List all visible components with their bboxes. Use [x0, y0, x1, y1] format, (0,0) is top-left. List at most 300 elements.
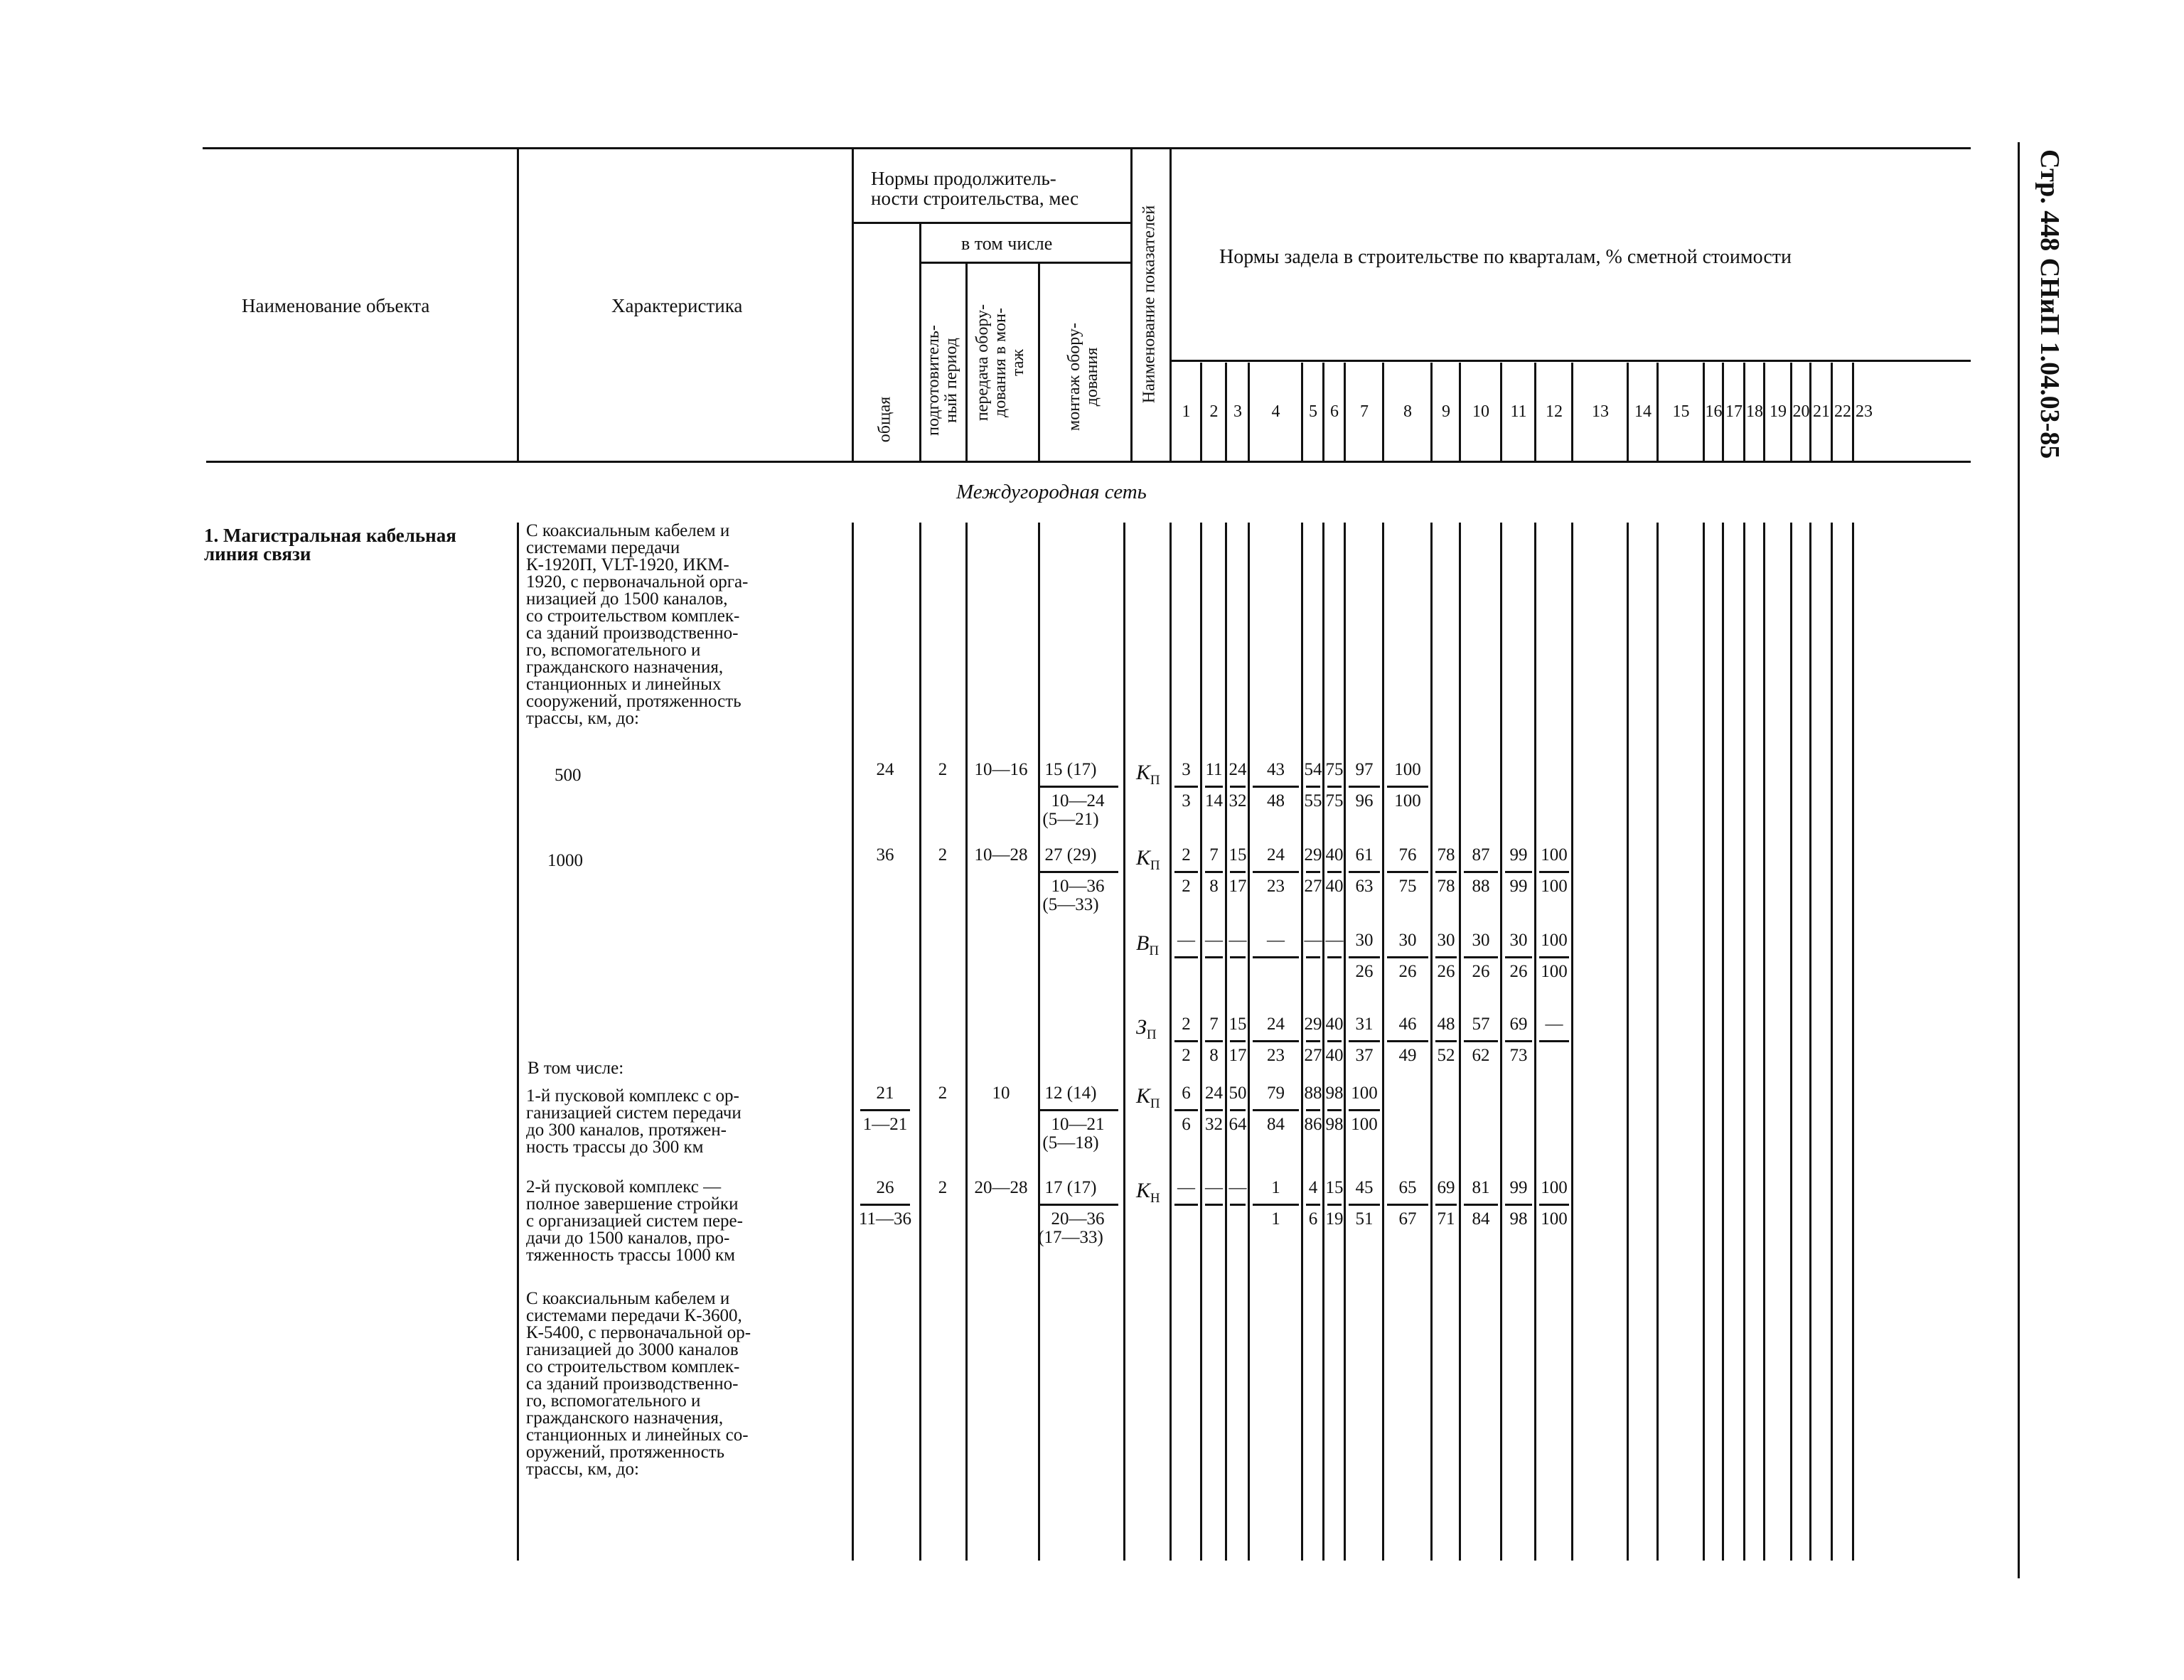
body-divider [1344, 523, 1346, 1561]
fraction-top: — [1304, 931, 1322, 950]
desc-line: гражданского назначения, [526, 658, 724, 677]
fraction-bottom: 23 [1267, 1046, 1285, 1065]
desc-line: го, вспомогательного и [526, 641, 701, 660]
body-divider [1038, 523, 1040, 1561]
fraction-top: 26 [876, 1178, 894, 1197]
fraction-top: 97 [1355, 760, 1374, 779]
char-block-pk2 [526, 1179, 842, 1264]
header-divider [852, 147, 854, 461]
quarter-divider [1534, 363, 1536, 461]
fraction-top: 21 [876, 1084, 894, 1103]
fraction-top: — [1228, 931, 1247, 950]
indicator-subscript: П [1146, 1027, 1157, 1042]
fraction-top: 7 [1209, 1015, 1219, 1034]
body-divider [1534, 523, 1536, 1561]
reserve-subrule [1169, 360, 1971, 362]
fraction-bottom: 8 [1209, 877, 1219, 896]
fraction-bar [1539, 1040, 1569, 1042]
fraction-bottom: 17 [1228, 877, 1247, 896]
fraction-bottom: 98 [1325, 1115, 1344, 1134]
fraction-bar [1253, 871, 1299, 873]
quarter-divider [1743, 363, 1745, 461]
desc-line: с организацией систем пере- [526, 1211, 743, 1231]
fraction-top: 15 [1228, 845, 1247, 865]
fraction-bottom: 49 [1398, 1046, 1417, 1065]
row-pk1-install-bot1: 10—21 [1051, 1115, 1105, 1134]
fraction-bar [1387, 956, 1428, 958]
fraction-top: 99 [1509, 845, 1528, 865]
quarter-number: 20 [1792, 402, 1810, 421]
quarter-divider [1627, 363, 1629, 461]
fraction-bottom: 1 [1271, 1209, 1280, 1229]
row-500-transfer: 10—16 [974, 760, 1028, 779]
fraction-bar [1306, 786, 1320, 788]
fraction-bar [1349, 871, 1380, 873]
row-500-install-bot2: (5—21) [1042, 810, 1099, 829]
desc-line: 1920, с первоначальной орга- [526, 572, 749, 592]
desc-line: ганизацией систем передачи [526, 1103, 742, 1123]
char-block-1 [526, 523, 842, 727]
desc-line: низацией до 1500 каналов, [526, 589, 728, 609]
row-pk2-transfer: 20—28 [974, 1178, 1028, 1197]
fraction-bar [1253, 1204, 1299, 1206]
header-divider [1038, 262, 1040, 461]
fraction-top: 81 [1472, 1178, 1490, 1197]
fraction-bottom: 3 [1182, 791, 1191, 810]
fraction-bar [1230, 956, 1246, 958]
fraction-top: 57 [1472, 1015, 1490, 1034]
fraction-bar [1387, 786, 1428, 788]
fraction-bottom: 100 [1351, 1115, 1378, 1134]
fraction-bar [1230, 786, 1246, 788]
fraction-bar [1306, 1109, 1320, 1111]
fraction-top: 24 [1267, 1015, 1285, 1034]
norms-subrule [853, 222, 1130, 224]
row-1000-install-top: 27 (29) [1044, 845, 1097, 865]
quarter-divider [1790, 363, 1792, 461]
row-1000-total: 36 [876, 845, 894, 865]
fraction-bottom: 19 [1325, 1209, 1344, 1229]
body-divider [1571, 523, 1573, 1561]
page-label: Стр. 448 СНиП 1.04.03-85 [2035, 149, 2065, 459]
fraction-bottom: 23 [1267, 877, 1285, 896]
fraction-bar [1539, 871, 1569, 873]
quarter-divider [1322, 363, 1324, 461]
fraction-top: 100 [1541, 931, 1568, 950]
fraction-top: 30 [1355, 931, 1374, 950]
body-divider [1852, 523, 1854, 1561]
quarter-divider [1248, 363, 1250, 461]
quarter-divider [1430, 363, 1433, 461]
fraction-bottom: 26 [1355, 962, 1374, 981]
body-divider [1831, 523, 1833, 1561]
quarter-number: 1 [1182, 402, 1191, 421]
quarter-divider [1571, 363, 1573, 461]
row-1000-install-bot1: 10—36 [1051, 877, 1105, 896]
fraction-top: 29 [1304, 1015, 1322, 1034]
fraction-bar [1349, 786, 1380, 788]
desc-line: са зданий производственно- [526, 1374, 739, 1393]
quarter-number: 2 [1209, 402, 1219, 421]
fraction-top: 69 [1437, 1178, 1455, 1197]
desc-line: К-1920П, VLT-1920, ИКМ- [526, 555, 729, 574]
fraction-bar [1253, 1109, 1299, 1111]
reserve-title: Нормы задела в строительстве по кварталам, % сметной стоимости [1219, 246, 1792, 268]
indicator-code: $К_П$ [1136, 846, 1160, 873]
fraction-top: 65 [1398, 1178, 1417, 1197]
object-name [204, 526, 517, 563]
desc-line: полное завершение стройки [526, 1194, 739, 1214]
quarter-divider [1831, 363, 1833, 461]
fraction-top: — [1177, 931, 1195, 950]
quarter-divider [1382, 363, 1384, 461]
section-title: Междугородная сеть [956, 481, 1147, 503]
fraction-top: — [1325, 931, 1344, 950]
body-divider [1322, 523, 1324, 1561]
fraction-bar [1230, 1109, 1246, 1111]
col-name-header: Наименование объекта [242, 295, 430, 316]
header-top-rule [203, 147, 1971, 149]
fraction-top: 40 [1325, 1015, 1344, 1034]
fraction-bottom: 64 [1228, 1115, 1247, 1134]
fraction-bar [1230, 1040, 1246, 1042]
body-divider [1500, 523, 1502, 1561]
body-divider [1123, 523, 1125, 1561]
fraction-top: 45 [1355, 1178, 1374, 1197]
quarter-divider [1656, 363, 1659, 461]
fraction-top: 29 [1304, 845, 1322, 865]
desc-line: тяженность трассы 1000 км [526, 1246, 735, 1265]
fraction-bottom: 96 [1355, 791, 1374, 810]
fraction-bar [1387, 1040, 1428, 1042]
fraction-bar [1174, 871, 1198, 873]
fraction-bottom: 6 [1182, 1115, 1191, 1134]
fraction-bar [1306, 871, 1320, 873]
quarter-number: 16 [1705, 402, 1723, 421]
fraction-bottom: 1—21 [862, 1115, 908, 1134]
sub-transfer-header: передача обору- дования в мон- таж [973, 304, 1028, 422]
object-name-line: 1. Магистральная кабельная [204, 525, 456, 546]
body-divider [965, 523, 968, 1561]
fraction-bottom: 37 [1355, 1046, 1374, 1065]
fraction-bar [860, 1204, 910, 1206]
body-divider [1225, 523, 1227, 1561]
fraction-bar [1174, 956, 1198, 958]
fraction-top: 79 [1267, 1084, 1285, 1103]
body-divider [1430, 523, 1433, 1561]
body-divider [1301, 523, 1303, 1561]
row-pk2-prep: 2 [938, 1178, 948, 1197]
fraction-bottom: 6 [1308, 1209, 1318, 1229]
fraction-bar [1464, 956, 1498, 958]
fraction-top: 24 [1228, 760, 1247, 779]
fraction-bar [1349, 1204, 1380, 1206]
row-1000-prep: 2 [938, 845, 948, 865]
fraction-bar [1435, 956, 1457, 958]
quarter-divider [1703, 363, 1705, 461]
in-total-header: в том числе [961, 233, 1053, 254]
indicator-code: $З_П$ [1136, 1015, 1157, 1042]
quarter-divider [1200, 363, 1202, 461]
fraction-bottom: 71 [1437, 1209, 1455, 1229]
fraction-bar [1205, 1040, 1223, 1042]
header-divider [919, 222, 921, 461]
quarter-divider [1809, 363, 1811, 461]
quarter-divider [1459, 363, 1461, 461]
fraction-bottom: 75 [1325, 791, 1344, 810]
fraction-top: 40 [1325, 845, 1344, 865]
desc-line: станционных и линейных [526, 675, 722, 694]
fraction-top: 30 [1509, 931, 1528, 950]
row-1000-install-bot2: (5—33) [1042, 895, 1099, 914]
fraction-bar [1174, 1040, 1198, 1042]
fraction-bottom: 2 [1182, 1046, 1191, 1065]
row-pk1-prep: 2 [938, 1084, 948, 1103]
row-pk1-install-top: 12 (14) [1044, 1084, 1097, 1103]
sub-prep-header: подготовитель- ный период [924, 325, 960, 436]
char-block-pk1 [526, 1088, 842, 1156]
fraction-bar [1253, 956, 1299, 958]
fraction-top: 24 [1267, 845, 1285, 865]
indicator-subscript: П [1150, 858, 1160, 873]
fraction-bottom: 48 [1267, 791, 1285, 810]
quarter-number: 10 [1472, 402, 1489, 421]
fraction-bar [1327, 1109, 1342, 1111]
row-500-prep: 2 [938, 760, 948, 779]
quarter-number: 9 [1442, 402, 1450, 421]
quarter-number: 22 [1834, 402, 1851, 421]
fraction-bottom: 51 [1355, 1209, 1374, 1229]
fraction-bar [1539, 1204, 1569, 1206]
desc-line: С коаксиальным кабелем и [526, 1289, 730, 1308]
fraction-bar [1349, 1040, 1380, 1042]
fraction-bar [1306, 956, 1320, 958]
fraction-bar [1327, 1040, 1342, 1042]
desc-line: системами передачи К-3600, [526, 1306, 742, 1325]
row-500-install-top: 15 (17) [1044, 760, 1097, 779]
fraction-top: — [1228, 1178, 1247, 1197]
quarter-number: 13 [1592, 402, 1609, 421]
fraction-bar [1349, 956, 1380, 958]
fraction-bar [1306, 1204, 1320, 1206]
fraction-bottom: 27 [1304, 877, 1322, 896]
fraction-bottom: 88 [1472, 877, 1490, 896]
fraction-bar [1349, 1109, 1380, 1111]
indicator-code: $К_П$ [1136, 761, 1160, 788]
fraction-bottom: 14 [1205, 791, 1223, 810]
quarter-number: 6 [1330, 402, 1339, 421]
desc-line: К-5400, с первоначальной ор- [526, 1323, 751, 1342]
body-divider [1627, 523, 1629, 1561]
fraction-top: 69 [1509, 1015, 1528, 1034]
row-pk1-install-bot2: (5—18) [1042, 1133, 1099, 1152]
quarter-number: 4 [1271, 402, 1280, 421]
desc-line: со строительством комплек- [526, 606, 740, 626]
fraction-bottom: 17 [1228, 1046, 1247, 1065]
desc-line: С коаксиальным кабелем и [526, 521, 730, 540]
fraction-top: 2 [1182, 1015, 1191, 1034]
row-pk2-install-top: 17 (17) [1044, 1178, 1097, 1197]
fraction-bar [1174, 786, 1198, 788]
desc-line: са зданий производственно- [526, 624, 739, 643]
fraction-top: 43 [1267, 760, 1285, 779]
desc-line: системами передачи [526, 538, 680, 557]
right-margin-rule [2018, 142, 2020, 1578]
indicator-subscript: П [1150, 773, 1160, 788]
fraction-top: 75 [1325, 760, 1344, 779]
sub-total-header: общая [875, 396, 894, 443]
body-divider [1382, 523, 1384, 1561]
fraction-top: 11 [1205, 760, 1223, 779]
desc-line: 2-й пусковой комплекс — [526, 1177, 722, 1197]
desc-line: до 300 каналов, протяжен- [526, 1120, 727, 1140]
sub-install-header: монтаж обору- дования [1064, 323, 1101, 431]
fraction-bar [1435, 1040, 1457, 1042]
fraction-top: — [1205, 1178, 1223, 1197]
desc-line: 1-й пусковой комплекс с ор- [526, 1086, 739, 1106]
body-divider [1656, 523, 1659, 1561]
desc-line: ганизацией до 3000 каналов [526, 1340, 739, 1359]
fraction-bar [1327, 786, 1342, 788]
fraction-top: — [1267, 931, 1285, 950]
indicators-header: Наименование показателей [1140, 205, 1159, 404]
fraction-bottom: 55 [1304, 791, 1322, 810]
fraction-bottom: 84 [1267, 1115, 1285, 1134]
header-divider [517, 147, 519, 461]
fraction-bottom: 27 [1304, 1046, 1322, 1065]
fraction-bottom: 26 [1437, 962, 1455, 981]
fraction-bar [1505, 1204, 1532, 1206]
fraction-bar [1205, 1204, 1223, 1206]
fraction-bottom: 32 [1205, 1115, 1223, 1134]
body-divider [1169, 523, 1172, 1561]
fraction-bottom: 32 [1228, 791, 1247, 810]
in-total-subrule [921, 262, 1130, 264]
quarter-number: 15 [1672, 402, 1690, 421]
fraction-bar [1464, 871, 1498, 873]
body-divider [1248, 523, 1250, 1561]
quarter-divider [1722, 363, 1724, 461]
fraction-bar [1253, 786, 1299, 788]
quarter-number: 12 [1546, 402, 1563, 421]
fraction-top: 48 [1437, 1015, 1455, 1034]
desc-line: сооружений, протяженность [526, 692, 742, 711]
fraction-bottom: 62 [1472, 1046, 1490, 1065]
quarter-number: 14 [1634, 402, 1652, 421]
desc-line: трассы, км, до: [526, 709, 639, 728]
fraction-top: 6 [1182, 1084, 1191, 1103]
fraction-bottom: 40 [1325, 1046, 1344, 1065]
quarter-number: 8 [1403, 402, 1412, 421]
desc-line: ность трассы до 300 км [526, 1138, 704, 1157]
quarter-number: 21 [1813, 402, 1830, 421]
fraction-bar [1327, 871, 1342, 873]
fraction-bottom: 100 [1541, 962, 1568, 981]
fraction-top: 100 [1541, 845, 1568, 865]
indicator-subscript: П [1150, 1096, 1160, 1111]
fraction-bottom: 26 [1509, 962, 1528, 981]
fraction-top: 61 [1355, 845, 1374, 865]
fraction-bar [1174, 1204, 1198, 1206]
body-divider [1459, 523, 1461, 1561]
row-500-total: 24 [876, 760, 894, 779]
desc-line: дачи до 1500 каналов, про- [526, 1229, 730, 1248]
fraction-bar [1205, 786, 1223, 788]
desc-line: станционных и линейных со- [526, 1425, 749, 1445]
quarter-number: 5 [1309, 402, 1317, 421]
row-pk2-install-bot2: (17—33) [1038, 1228, 1103, 1247]
row-pk1-install-bar [1040, 1109, 1118, 1111]
quarter-number: 3 [1233, 402, 1242, 421]
fraction-top: 50 [1228, 1084, 1247, 1103]
desc-line: со строительством комплек- [526, 1357, 740, 1376]
indicator-code: $К_П$ [1136, 1084, 1160, 1111]
desc-line: трассы, км, до: [526, 1460, 639, 1479]
indicator-code: $В_П$ [1136, 931, 1160, 958]
fraction-bar [1327, 1204, 1342, 1206]
row-pk1-transfer: 10 [992, 1084, 1010, 1103]
fraction-bar [860, 1109, 910, 1111]
body-divider [919, 523, 921, 1561]
fraction-bar [1435, 1204, 1457, 1206]
norms-title-2: ности строительства, мес [871, 188, 1079, 209]
quarter-divider [1852, 363, 1854, 461]
quarter-divider [1344, 363, 1346, 461]
fraction-bar [1464, 1040, 1498, 1042]
row-pk2-install-bar [1040, 1204, 1118, 1206]
desc-1000: 1000 [547, 851, 583, 870]
fraction-bar [1387, 871, 1428, 873]
fraction-bar [1505, 956, 1532, 958]
fraction-bottom: 99 [1509, 877, 1528, 896]
fraction-bar [1505, 871, 1532, 873]
fraction-bar [1230, 871, 1246, 873]
body-divider [1722, 523, 1724, 1561]
fraction-top: — [1545, 1015, 1563, 1034]
fraction-bar [1327, 956, 1342, 958]
fraction-bar [1230, 1204, 1246, 1206]
desc-line: гражданского назначения, [526, 1408, 724, 1428]
body-divider [1200, 523, 1202, 1561]
fraction-top: 46 [1398, 1015, 1417, 1034]
desc-in-total: В том числе: [528, 1059, 624, 1078]
indicator-code: $К_Н$ [1136, 1179, 1160, 1206]
header-divider [965, 262, 968, 461]
quarter-number: 17 [1725, 402, 1743, 421]
fraction-top: 1 [1271, 1178, 1280, 1197]
fraction-bottom: 100 [1394, 791, 1421, 810]
fraction-top: 15 [1325, 1178, 1344, 1197]
fraction-top: 24 [1205, 1084, 1223, 1103]
fraction-top: — [1177, 1178, 1195, 1197]
row-pk2-install-bot1: 20—36 [1051, 1209, 1105, 1229]
header-divider [1169, 147, 1172, 461]
fraction-bar [1205, 956, 1223, 958]
fraction-bottom: 84 [1472, 1209, 1490, 1229]
body-divider [1809, 523, 1811, 1561]
quarter-number: 19 [1770, 402, 1787, 421]
fraction-top: 30 [1472, 931, 1490, 950]
fraction-bar [1174, 1109, 1198, 1111]
desc-500: 500 [555, 766, 582, 785]
fraction-bottom: 98 [1509, 1209, 1528, 1229]
indicator-subscript: Н [1150, 1191, 1160, 1206]
fraction-top: — [1205, 931, 1223, 950]
header-bottom-rule [206, 461, 1971, 463]
quarter-divider [1225, 363, 1227, 461]
header-divider [1130, 147, 1133, 461]
fraction-bar [1253, 1040, 1299, 1042]
